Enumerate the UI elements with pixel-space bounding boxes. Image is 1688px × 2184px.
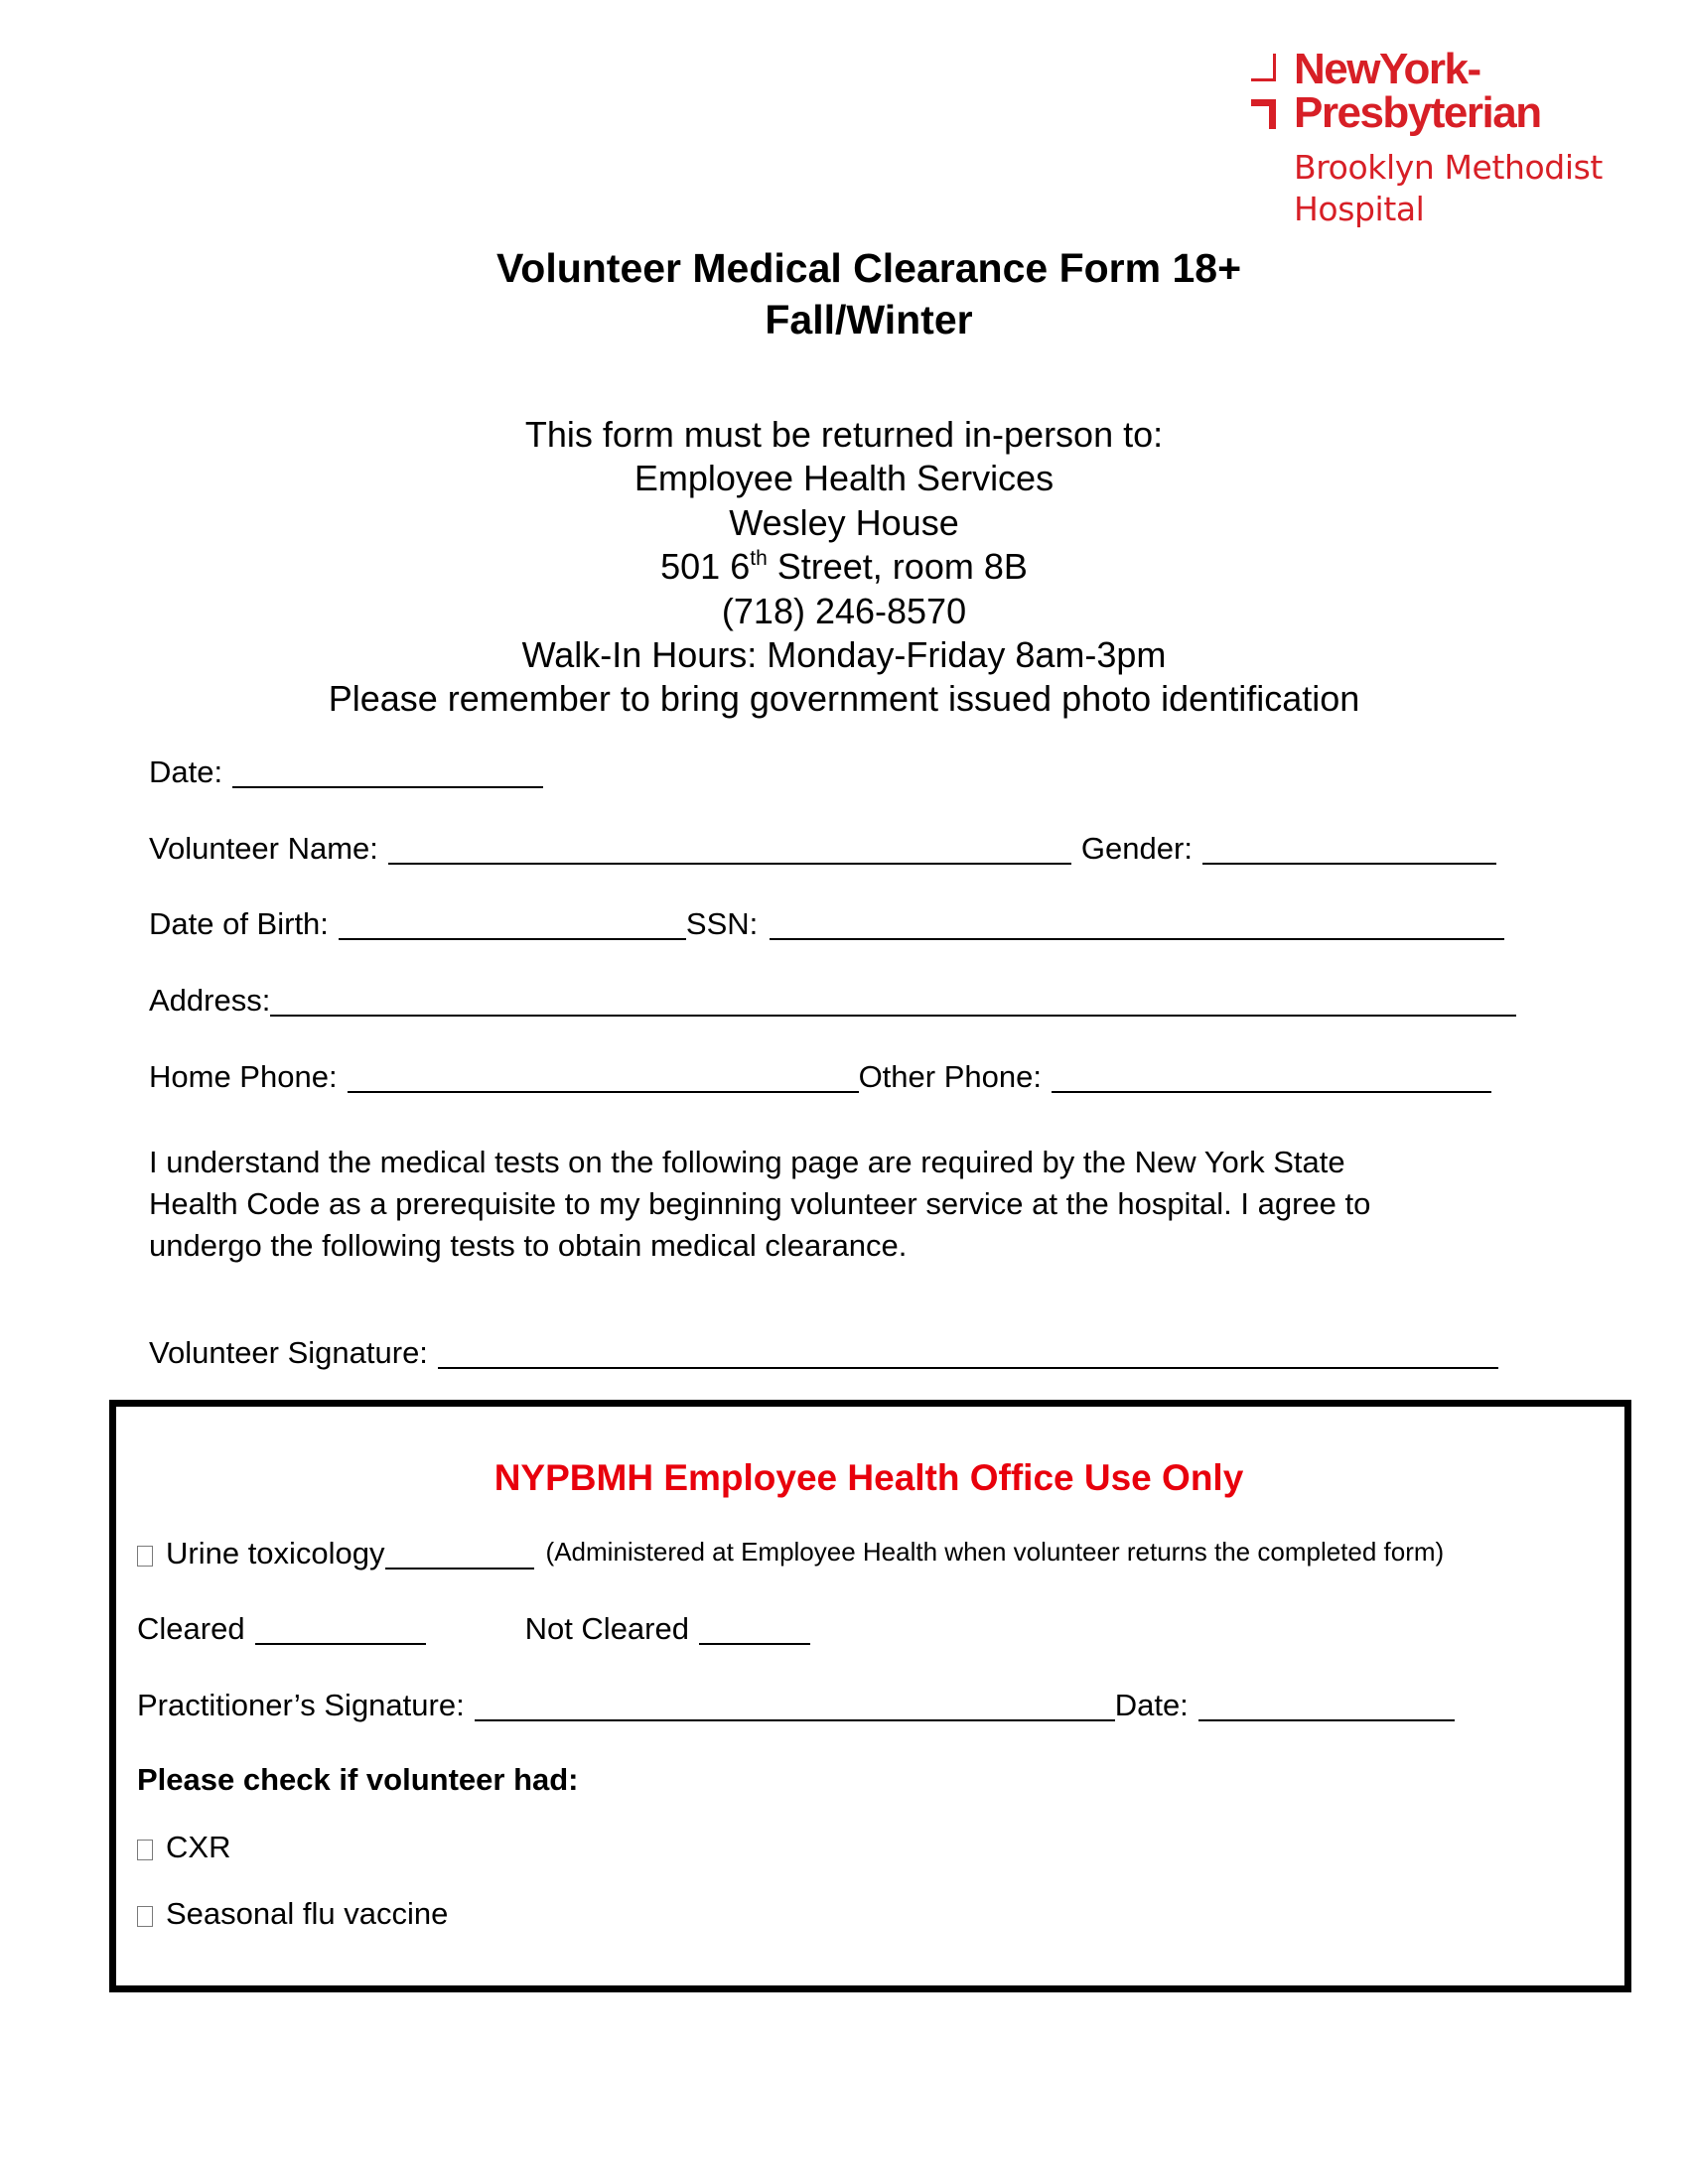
cxr-checkbox[interactable] (137, 1840, 153, 1860)
urine-toxicology-label: Urine toxicology (166, 1536, 385, 1570)
address-field[interactable] (270, 985, 1516, 1017)
urine-toxicology-note: (Administered at Employee Health when volunteer returns the completed form) (545, 1537, 1445, 1567)
consent-line-1: I understand the medical tests on the following page are required by the New York State (149, 1145, 1345, 1179)
other-phone-field[interactable] (1052, 1061, 1491, 1093)
return-phone: (718) 246-8570 (721, 590, 967, 631)
not-cleared-label: Not Cleared (524, 1611, 689, 1646)
title-line-2: Fall/Winter (765, 297, 973, 342)
volunteer-signature-row (149, 1335, 1498, 1371)
dob-ssn-row (149, 906, 1504, 942)
consent-line-2: Health Code as a prerequisite to my beginning volunteer service at the hospital. I agree to (149, 1186, 1371, 1221)
consent-paragraph (149, 1142, 1539, 1267)
practitioner-signature-label: Practitioner’s Signature: (137, 1688, 465, 1722)
logo-subtitle (1294, 147, 1603, 230)
other-phone-label: Other Phone: (858, 1059, 1042, 1094)
return-intro: This form must be returned in-person to: (524, 414, 1164, 455)
flu-vaccine-label: Seasonal flu vaccine (166, 1896, 449, 1931)
ssn-field[interactable] (770, 908, 1504, 940)
urine-toxicology-row (137, 1534, 1444, 1571)
check-heading: Please check if volunteer had: (137, 1762, 579, 1797)
gender-label: Gender: (1080, 831, 1193, 866)
page-title (0, 242, 1688, 345)
cleared-label: Cleared (137, 1611, 245, 1646)
ssn-label: SSN: (685, 906, 759, 941)
date-of-birth-label: Date of Birth: (149, 906, 329, 941)
logo-wordmark (1294, 45, 1541, 137)
logo-line-presbyterian: Presbyterian (1294, 88, 1541, 137)
flu-vaccine-checkbox[interactable] (137, 1906, 153, 1927)
logo-line-hospital: Hospital (1294, 190, 1425, 228)
return-hours: Walk-In Hours: Monday-Friday 8am-3pm (521, 634, 1167, 676)
consent-line-3: undergo the following tests to obtain medical clearance. (149, 1228, 908, 1263)
office-use-header: NYPBMH Employee Health Office Use Only (493, 1457, 1244, 1498)
gender-field[interactable] (1202, 833, 1496, 865)
volunteer-signature-label: Volunteer Signature: (149, 1335, 428, 1370)
date-of-birth-field[interactable] (339, 908, 686, 940)
nyp-bracket-mark-icon (1246, 48, 1286, 137)
logo-line-brooklyn-methodist: Brooklyn Methodist (1294, 148, 1603, 187)
street-ordinal: th (750, 547, 768, 571)
home-phone-field[interactable] (348, 1061, 859, 1093)
not-cleared-field[interactable] (699, 1613, 810, 1645)
return-instructions (0, 413, 1688, 722)
clearance-row (137, 1611, 810, 1647)
cleared-field[interactable] (255, 1613, 426, 1645)
practitioner-date-field[interactable] (1198, 1690, 1455, 1721)
phone-row (149, 1059, 1491, 1095)
name-gender-row (149, 831, 1496, 867)
address-row (149, 983, 1516, 1019)
date-field[interactable] (232, 756, 543, 788)
title-line-1: Volunteer Medical Clearance Form 18+ (495, 245, 1242, 291)
volunteer-name-label: Volunteer Name: (149, 831, 378, 866)
hospital-logo (1246, 45, 1643, 236)
street-rest: Street, room 8B (767, 546, 1028, 588)
urine-toxicology-checkbox[interactable] (137, 1546, 153, 1567)
street-number: 501 6 (660, 546, 751, 588)
practitioner-signature-field[interactable] (475, 1690, 1115, 1721)
return-department: Employee Health Services (633, 458, 1055, 499)
check-item-cxr (137, 1830, 230, 1865)
date-label: Date: (149, 754, 223, 789)
address-label: Address: (149, 983, 271, 1018)
return-street (0, 545, 1688, 589)
home-phone-label: Home Phone: (149, 1059, 338, 1094)
practitioner-date-label: Date: (1114, 1688, 1189, 1722)
practitioner-signature-row (137, 1688, 1455, 1723)
urine-toxicology-field[interactable] (385, 1538, 534, 1570)
check-item-flu-vaccine (137, 1896, 448, 1932)
volunteer-signature-field[interactable] (438, 1337, 1498, 1369)
return-id-reminder: Please remember to bring government issued photo identification (328, 678, 1360, 720)
return-building: Wesley House (729, 501, 959, 543)
date-row (149, 754, 543, 790)
cxr-label: CXR (166, 1830, 231, 1864)
logo-line-newyork: NewYork- (1294, 45, 1480, 93)
volunteer-name-field[interactable] (388, 833, 1071, 865)
